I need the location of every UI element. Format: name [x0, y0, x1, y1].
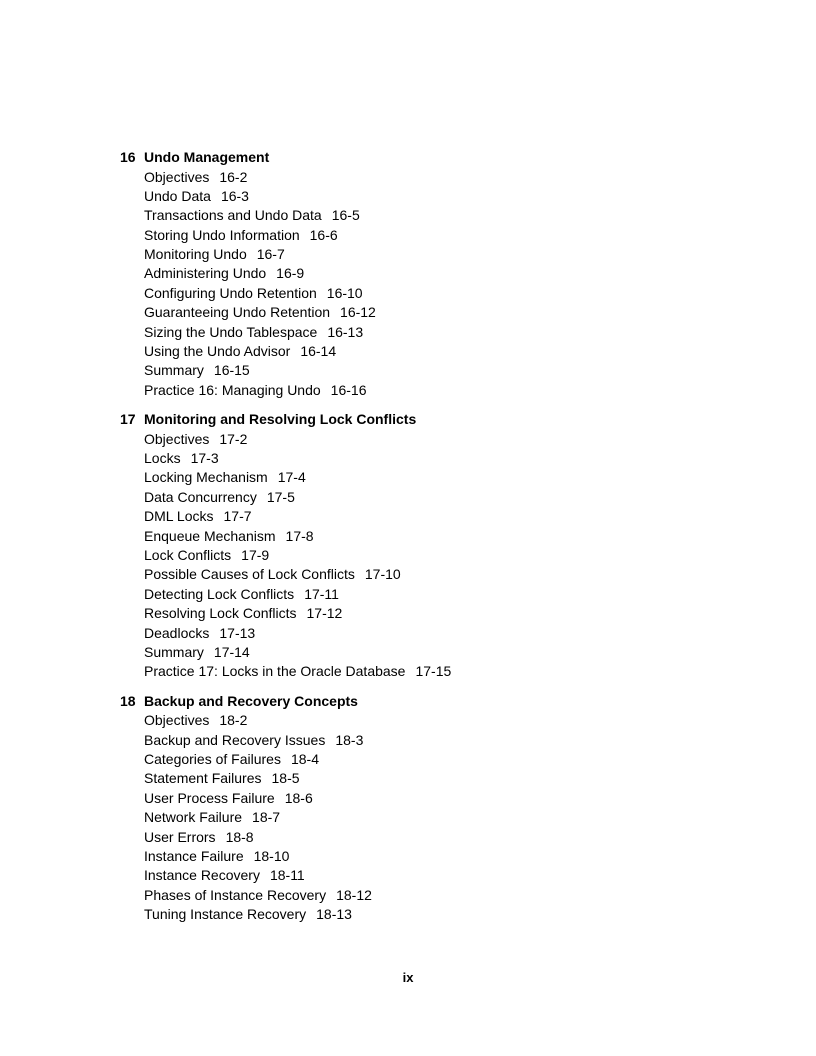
- toc-entry-title: Resolving Lock Conflicts: [144, 605, 297, 622]
- toc-entry-page: 18-12: [336, 886, 372, 903]
- toc-entry[interactable]: [144, 264, 720, 283]
- toc-entry-title: Categories of Failures: [144, 751, 281, 768]
- toc-entry-page: 18-8: [225, 828, 254, 845]
- toc-entry-title: Storing Undo Information: [144, 226, 300, 243]
- toc-entry[interactable]: [144, 711, 720, 730]
- toc-entry[interactable]: [144, 488, 720, 507]
- toc-entry-title: Possible Causes of Lock Conflicts: [144, 566, 355, 583]
- chapter-heading: [120, 692, 720, 712]
- toc-entry[interactable]: [144, 381, 720, 400]
- chapter-number: 18: [120, 692, 136, 709]
- toc-entry-page: 18-7: [252, 809, 281, 826]
- toc-entry[interactable]: [144, 604, 720, 623]
- page-number: ix: [402, 970, 414, 985]
- toc-entry-page: 17-4: [277, 469, 306, 486]
- toc-entry[interactable]: [144, 342, 720, 361]
- toc-entry-title: Undo Data: [144, 187, 211, 204]
- toc-entry-title: Phases of Instance Recovery: [144, 886, 327, 903]
- chapter-entry-list: [120, 430, 720, 682]
- toc-entry-page: 18-5: [271, 770, 300, 787]
- chapter-16: [120, 148, 720, 400]
- toc-entry-page: 16-12: [340, 304, 376, 321]
- chapter-number: 17: [120, 411, 136, 428]
- toc-entry[interactable]: [144, 168, 720, 187]
- chapter-heading: [120, 148, 720, 168]
- toc-entry-title: Backup and Recovery Issues: [144, 731, 326, 748]
- toc-entry[interactable]: [144, 468, 720, 487]
- toc-entry-title: Transactions and Undo Data: [144, 207, 322, 224]
- toc-entry-title: Deadlocks: [144, 624, 210, 641]
- chapter-number: 16: [120, 149, 136, 165]
- chapter-entry-list: [120, 168, 720, 401]
- toc-entry[interactable]: [144, 527, 720, 546]
- toc-entry-page: 17-8: [285, 527, 314, 544]
- toc-entry[interactable]: [144, 769, 720, 788]
- toc-entry-title: Summary: [144, 643, 204, 660]
- toc-entry[interactable]: [144, 731, 720, 750]
- toc-entry-page: 17-11: [304, 585, 339, 602]
- toc-entry-title: Network Failure: [144, 809, 243, 826]
- toc-entry-page: 18-2: [219, 712, 248, 729]
- toc-entry-page: 17-10: [364, 566, 401, 583]
- toc-entry-page: 16-5: [331, 207, 360, 224]
- toc-entry-page: 16-14: [300, 343, 337, 360]
- toc-entry-title: Detecting Lock Conflicts: [144, 585, 295, 602]
- toc-entry[interactable]: [144, 226, 720, 245]
- toc-entry-page: 16-13: [327, 323, 364, 340]
- toc-entry[interactable]: [144, 303, 720, 322]
- toc-entry[interactable]: [144, 905, 720, 924]
- toc-entry-title: Objectives: [144, 430, 210, 447]
- toc-entry-title: Tuning Instance Recovery: [144, 906, 307, 923]
- toc-entry[interactable]: [144, 323, 720, 342]
- toc-entry-page: 17-7: [223, 508, 252, 525]
- toc-entry[interactable]: [144, 808, 720, 827]
- toc-entry[interactable]: [144, 546, 720, 565]
- toc-entry-page: 16-6: [309, 226, 338, 243]
- toc-entry[interactable]: [144, 662, 720, 681]
- toc-entry-title: Practice 16: Managing Undo: [144, 381, 321, 398]
- chapter-17: [120, 410, 720, 682]
- toc-entry-title: Using the Undo Advisor: [144, 343, 291, 360]
- toc-entry-title: DML Locks: [144, 508, 214, 525]
- toc-entry-title: User Process Failure: [144, 789, 275, 806]
- toc-entry[interactable]: [144, 284, 720, 303]
- toc-entry-title: Guaranteeing Undo Retention: [144, 304, 331, 321]
- chapter-entry-list: [120, 711, 720, 924]
- chapter-title: Undo Management: [144, 149, 270, 165]
- toc-entry-page: 16-9: [276, 265, 305, 282]
- toc-entry[interactable]: [144, 245, 720, 264]
- toc-entry-title: Enqueue Mechanism: [144, 527, 276, 544]
- toc-entry[interactable]: [144, 866, 720, 885]
- toc-entry-title: Data Concurrency: [144, 488, 257, 505]
- toc-entry-title: Objectives: [144, 168, 210, 185]
- toc-entry-page: 16-2: [219, 168, 248, 185]
- toc-entry[interactable]: [144, 886, 720, 905]
- toc-entry[interactable]: [144, 507, 720, 526]
- toc-entry-title: Statement Failures: [144, 770, 262, 787]
- toc-entry[interactable]: [144, 361, 720, 380]
- toc-entry-page: 18-10: [253, 848, 290, 864]
- toc-entry-title: Locking Mechanism: [144, 469, 268, 486]
- toc-entry-title: Practice 17: Locks in the Oracle Database: [144, 663, 406, 680]
- toc-entry-page: 18-11: [269, 867, 305, 884]
- toc-entry-page: 16-7: [256, 246, 285, 263]
- toc-entry-title: Sizing the Undo Tablespace: [144, 323, 318, 340]
- toc-entry[interactable]: [144, 449, 720, 468]
- toc-entry[interactable]: [144, 430, 720, 449]
- toc-entry-page: 17-2: [219, 430, 248, 447]
- toc-entry[interactable]: [144, 828, 720, 847]
- toc-entry-page: 18-13: [316, 906, 352, 923]
- toc-entry-title: Instance Failure: [144, 848, 244, 864]
- toc-entry-page: 18-4: [290, 751, 319, 768]
- toc-entry-title: Configuring Undo Retention: [144, 284, 317, 301]
- toc-entry-page: 17-5: [266, 488, 295, 505]
- toc-entry-page: 16-16: [330, 381, 367, 398]
- chapter-title: Monitoring and Resolving Lock Conflicts: [144, 411, 417, 428]
- toc-entry-page: 16-15: [213, 362, 250, 379]
- toc-entry-title: Lock Conflicts: [144, 547, 232, 564]
- toc-entry-page: 17-9: [241, 547, 270, 564]
- toc-entry-title: Administering Undo: [144, 265, 267, 282]
- toc-entry-title: Locks: [144, 450, 181, 467]
- toc-entry-title: Monitoring Undo: [144, 246, 247, 263]
- toc-entry-page: 16-10: [326, 284, 363, 301]
- toc-entry[interactable]: [144, 565, 720, 584]
- toc-entry-title: Objectives: [144, 712, 210, 729]
- toc-entry-title: Instance Recovery: [144, 867, 260, 884]
- toc-entry-page: 16-3: [220, 187, 249, 204]
- toc-entry[interactable]: [144, 585, 720, 604]
- chapter-18: [120, 692, 720, 925]
- toc-entry-page: 17-14: [213, 643, 250, 660]
- toc-entry-page: 17-13: [219, 624, 256, 641]
- toc-entry[interactable]: [144, 750, 720, 769]
- toc-entry[interactable]: [144, 643, 720, 662]
- toc-entry-page: 17-12: [306, 605, 343, 622]
- toc-entry-page: 18-3: [335, 731, 364, 748]
- toc-entry[interactable]: [144, 206, 720, 225]
- toc-entry-page: 18-6: [284, 789, 313, 806]
- toc-entry[interactable]: [144, 847, 720, 866]
- chapter-title: Backup and Recovery Concepts: [144, 692, 358, 709]
- toc-entry-title: User Errors: [144, 828, 216, 845]
- toc-entry-page: 17-15: [415, 663, 452, 680]
- chapter-heading: [120, 410, 720, 430]
- toc-entry[interactable]: [144, 789, 720, 808]
- toc-entry[interactable]: [144, 624, 720, 643]
- toc-entry-title: Summary: [144, 362, 204, 379]
- table-of-contents: [120, 148, 720, 935]
- toc-entry-page: 17-3: [190, 450, 219, 467]
- toc-entry[interactable]: [144, 187, 720, 206]
